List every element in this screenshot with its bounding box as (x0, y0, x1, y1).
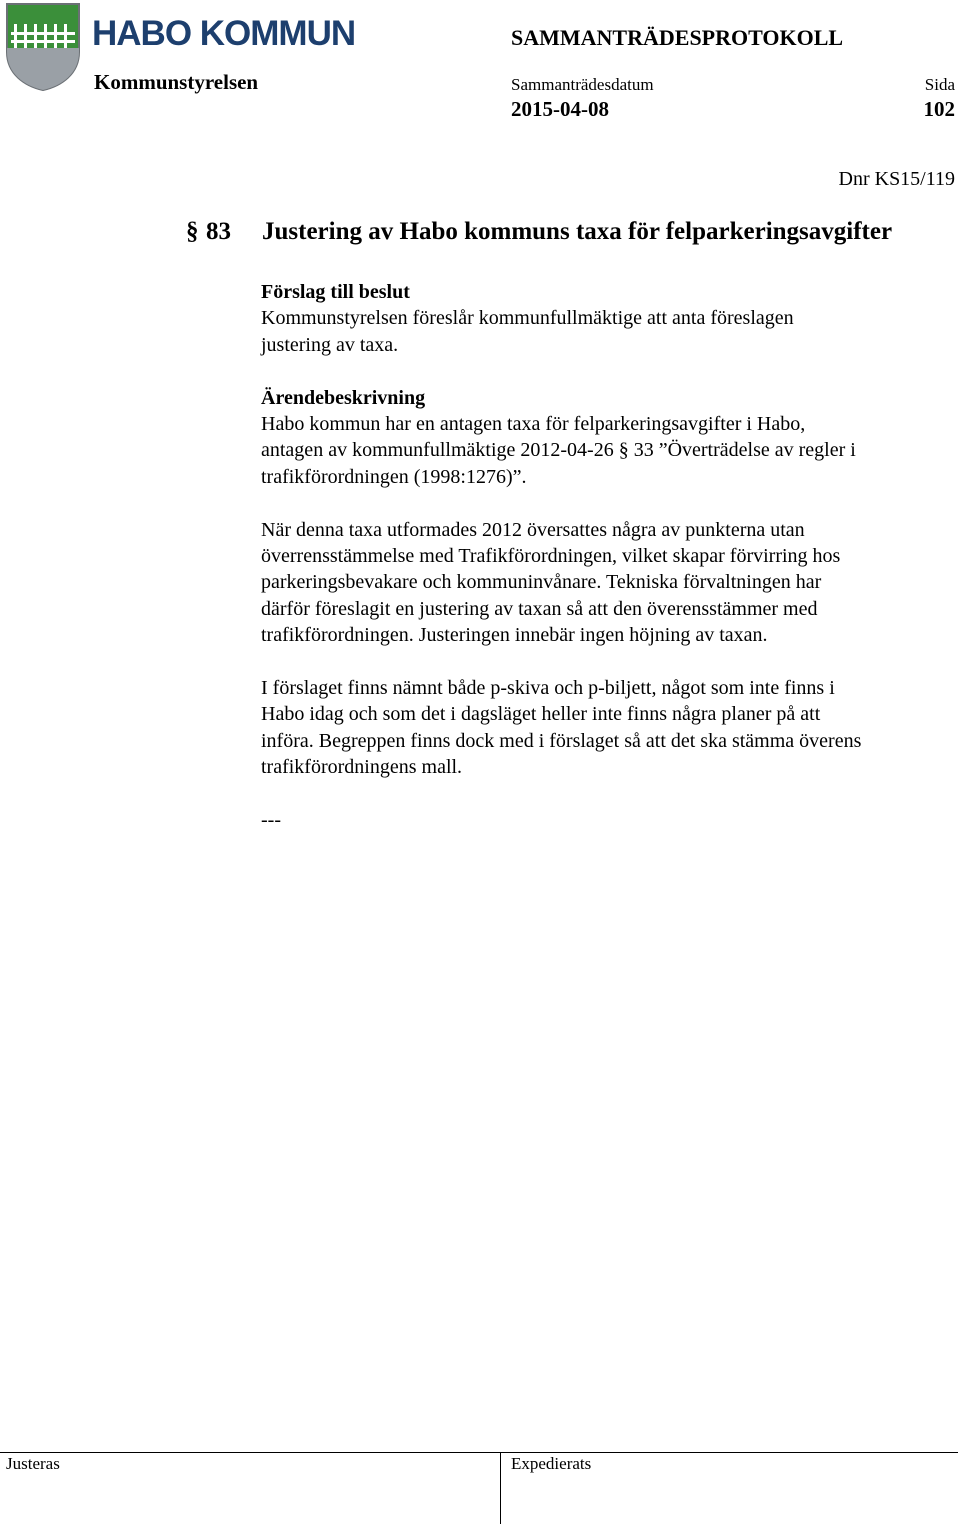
background-line: När denna taxa utformades 2012 översattes några av punkterna utan (261, 518, 805, 541)
section-title: Justering av Habo kommuns taxa för felparkeringsavgifter (262, 218, 893, 245)
protocol-body (261, 279, 956, 860)
description-line: trafikförordningen (1998:1276)”. (261, 465, 527, 488)
description-heading: Ärendebeskrivning (261, 386, 426, 409)
committee-name: Kommunstyrelsen (94, 70, 259, 94)
terms-line: I förslaget finns nämnt både p-skiva och p-biljett, något som inte finns i (261, 677, 835, 700)
terms-line: införa. Begreppen finns dock med i förslaget så att det ska stämma överens (261, 729, 862, 752)
page-number: 102 (923, 97, 955, 121)
proposal-line: Kommunstyrelsen föreslår kommunfullmäktige att anta föreslagen (261, 307, 794, 330)
document-type-title: SAMMANTRÄDESPROTOKOLL (511, 25, 844, 50)
description-paragraph (261, 385, 956, 491)
page-label: Sida (924, 75, 955, 94)
municipal-coat-of-arms-logo (5, 2, 81, 92)
section-sign: § (186, 218, 199, 245)
proposal-paragraph (261, 279, 956, 358)
end-marker-paragraph (261, 807, 956, 833)
proposal-line: justering av taxa. (261, 333, 399, 356)
section-end-marker: --- (261, 809, 281, 832)
background-line: därför föreslagit en justering av taxan så att den överensstämmer med (261, 597, 818, 620)
meeting-date-value: 2015-04-08 (511, 97, 609, 121)
description-line: antagen av kommunfullmäktige 2012-04-26 § 33 ”Överträdelse av regler i (261, 439, 856, 462)
background-line: trafikförordningen. Justeringen innebär ingen höjning av taxan. (261, 624, 768, 647)
meeting-date-label: Sammanträdesdatum (511, 75, 654, 94)
description-line: Habo kommun har en antagen taxa för felparkeringsavgifter i Habo, (261, 413, 806, 436)
municipality-wordmark: HABO KOMMUN (92, 14, 356, 53)
footer-justeras-label: Justeras (6, 1454, 60, 1473)
background-line: överrensstämmelse med Trafikförordningen, vilket skapar förvirring hos (261, 545, 841, 568)
terms-line: trafikförordningens mall. (261, 756, 463, 779)
terms-line: Habo idag och som det i dagsläget heller inte finns några planer på att (261, 703, 821, 726)
footer-expedierats-label: Expedierats (511, 1454, 592, 1473)
background-paragraph (261, 517, 956, 649)
case-reference-number: Dnr KS15/119 (838, 168, 955, 190)
background-line: parkeringsbevakare och kommuninvånare. Tekniska förvaltningen har (261, 571, 822, 594)
footer-rule (0, 1452, 958, 1453)
section-number: 83 (206, 218, 231, 245)
footer-divider (500, 1452, 501, 1524)
proposal-terms-paragraph (261, 675, 956, 781)
proposal-heading: Förslag till beslut (261, 281, 410, 303)
